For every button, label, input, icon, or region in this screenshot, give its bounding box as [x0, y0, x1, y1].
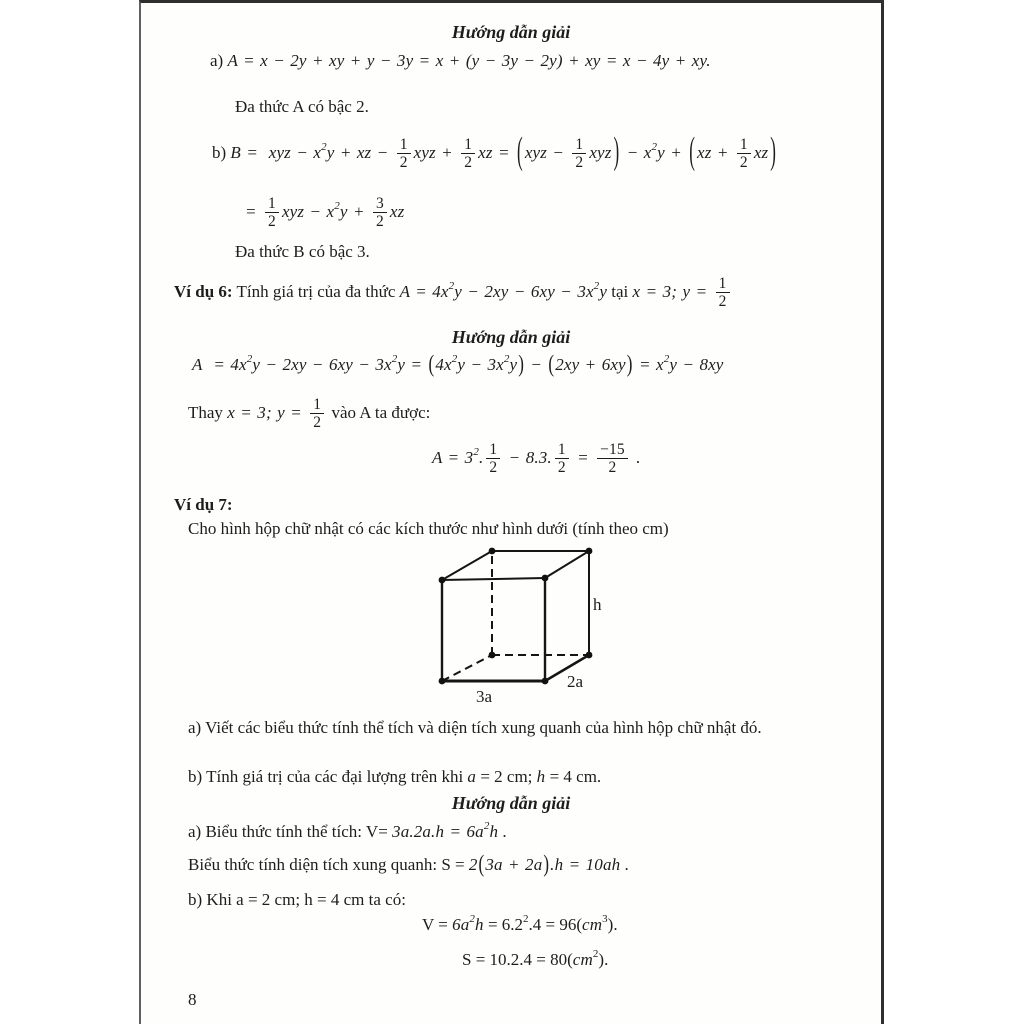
figure-label-h: h: [593, 595, 602, 614]
question-a: a) Viết các biểu thức tính thể tích và diện tích xung quanh của hình hộp chữ nhật đó.: [188, 718, 762, 737]
solution-heading-2: Hướng dẫn giải: [451, 327, 571, 347]
equation-area-value: $S = 10.2.4 = 80(cm^2)$.: [462, 948, 609, 969]
figure-label-3a: 3a: [476, 687, 493, 706]
rectangular-box-diagram: [422, 547, 652, 712]
equation-b-line1: b) B = xyz − $x^2y$ + xz − $\frac{1}{2}$ xyz + $\frac{1}{2}$ xz = ( xyz − $\frac{1}{2}$ xyz ) − $x^2y$ + ( xz + $\frac{1}{2}$ xz ): [212, 128, 777, 172]
example-6-statement: Ví dụ 6: Tính giá trị của đa thức $A = 4x^2y - 2xy - 6xy - 3x^2y$ tại x = 3; y = $\frac{1}{2}$: [174, 275, 733, 311]
solution-area-line: Biểu thức tính diện tích xung quanh: S = 2(3a + 2a).h = 10ah .: [188, 850, 629, 878]
example-7-label: Ví dụ 7:: [174, 495, 233, 514]
note-polynomial-a-degree: Đa thức A có bậc 2.: [235, 97, 369, 116]
box-solid-edges: [442, 551, 589, 681]
question-b: b) Tính giá trị của các đại lượng trên khi a = 2 cm; h = 4 cm.: [188, 767, 602, 786]
solution-volume-line: a) Biểu thức tính thể tích: $V= 3a.2a.h = 6a^2h$ .: [188, 820, 507, 841]
equation-b-line2: = $\frac{1}{2}$ xyz − $x^2y$ + $\frac{3}{2}$ xz: [245, 195, 405, 231]
page-number: 8: [188, 990, 197, 1009]
substitution-line: Thay x = 3; y = $\frac{1}{2}$ vào A ta được:: [188, 396, 431, 432]
equation-substitution-result: $A = 3^2$. $\frac{1}{2}$ − 8.3. $\frac{1}{2}$ = $\frac{-15}{2}$ .: [432, 441, 641, 477]
note-polynomial-b-degree: Đa thức B có bậc 3.: [235, 242, 370, 261]
solution-b-line: b) Khi a = 2 cm; h = 4 cm ta có:: [188, 890, 406, 909]
box-hidden-edges: [442, 556, 589, 681]
document-page: [139, 0, 884, 1024]
solution-heading-3: Hướng dẫn giải: [451, 793, 571, 813]
equation-volume-value: $V = 6a^2h = 6.2^2.4 = 96(cm^3)$.: [422, 913, 618, 934]
solution-heading-1: Hướng dẫn giải: [451, 22, 571, 42]
equation-example6: $A = 4x^2y - 2xy - 6xy - 3x^2y = (4x^2y - 3x^2y) - (2xy + 6xy) = x^2y - 8xy$: [192, 350, 724, 378]
equation-a: a) A = x − 2y + xy + y − 3y = x + (y − 3y − 2y) + xy = x − 4y + xy.: [210, 51, 711, 70]
figure-label-2a: 2a: [567, 672, 584, 691]
example-7-intro: Cho hình hộp chữ nhật có các kích thước như hình dưới (tính theo cm): [188, 519, 669, 538]
